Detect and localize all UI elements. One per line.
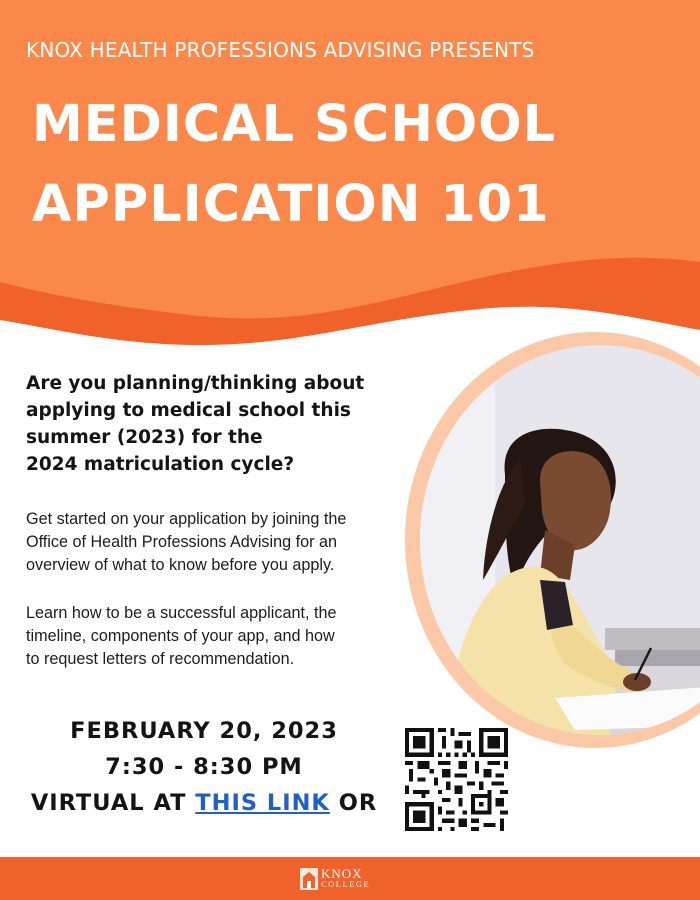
question-line: applying to medical school this: [26, 400, 351, 421]
event-details: [14, 713, 394, 821]
question-line: 2024 matriculation cycle?: [26, 454, 295, 475]
details-paragraph: [26, 602, 416, 671]
question-heading: [26, 370, 446, 478]
paragraph-line: to request letters of recommendation.: [26, 650, 295, 668]
presenter-heading: KNOX HEALTH PROFESSIONS ADVISING PRESENTS: [26, 38, 535, 62]
student-writing-photo: [405, 330, 700, 760]
virtual-suffix: OR: [329, 790, 378, 816]
title-line-1: MEDICAL SCHOOL: [32, 95, 557, 154]
logo-line-2: COLLEGE: [321, 879, 371, 889]
paragraph-line: Office of Health Professions Advising for an: [26, 533, 338, 551]
footer-bar: [0, 857, 700, 900]
question-line: Are you planning/thinking about: [26, 373, 365, 394]
knox-college-logo-icon: [300, 868, 318, 890]
question-line: summer (2023) for the: [26, 427, 263, 448]
paragraph-line: overview of what to know before you apply.: [26, 556, 335, 574]
paragraph-line: Learn how to be a successful applicant, the: [26, 604, 337, 622]
this-link[interactable]: THIS LINK: [195, 790, 330, 816]
intro-paragraph: [26, 508, 416, 577]
qr-code-icon[interactable]: [405, 728, 508, 831]
event-virtual: [14, 785, 394, 821]
knox-college-logo[interactable]: [300, 865, 370, 893]
logo-line-1: KNOX: [321, 866, 363, 881]
title-line-2: APPLICATION 101: [32, 175, 550, 234]
virtual-prefix: VIRTUAL AT: [30, 790, 196, 816]
event-time: 7:30 - 8:30 PM: [105, 754, 303, 780]
paragraph-line: timeline, components of your app, and how: [26, 627, 335, 645]
event-date: FEBRUARY 20, 2023: [70, 718, 338, 744]
logo-wordmark: [321, 868, 370, 890]
paragraph-line: Get started on your application by joining the: [26, 510, 347, 528]
